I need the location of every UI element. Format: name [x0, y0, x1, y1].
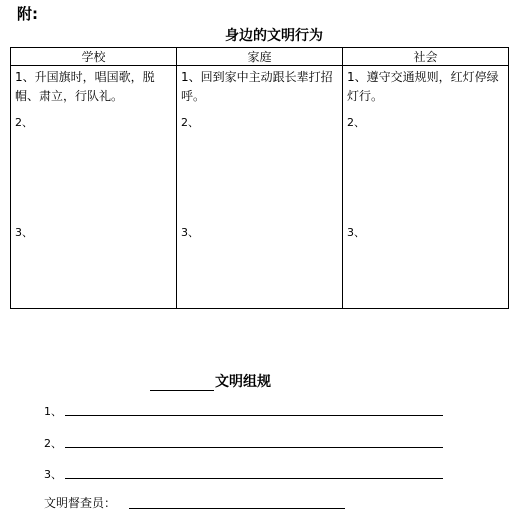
rule-number: 3、: [44, 468, 62, 481]
rule-blank[interactable]: [65, 415, 443, 416]
society-item-1: 1、遵守交通规则，红灯停绿灯行。: [347, 70, 499, 103]
rule-line-1: [44, 403, 62, 419]
column-header-school: 学校: [11, 48, 177, 66]
school-item-3: 3、: [15, 226, 33, 239]
society-item-3: 3、: [347, 226, 365, 239]
rule-line-2: [44, 435, 62, 451]
group-rules-title: [150, 371, 271, 391]
rule-number: 2、: [44, 437, 62, 450]
society-cell: [343, 66, 509, 309]
family-item-3: 3、: [181, 226, 199, 239]
family-item-1: 1、回到家中主动跟长辈打招呼。: [181, 70, 333, 103]
supervisor-blank[interactable]: [129, 508, 345, 509]
table-header-row: [11, 48, 509, 66]
table-row: [11, 66, 509, 309]
school-cell: [11, 66, 177, 309]
school-item-2: 2、: [15, 116, 33, 129]
behavior-table-title: 身边的文明行为: [225, 28, 323, 44]
family-cell: [177, 66, 343, 309]
supervisor-label: 文明督查员：: [44, 496, 117, 510]
column-header-family: 家庭: [177, 48, 343, 66]
group-name-blank[interactable]: [150, 376, 214, 391]
group-rules-title-text: 文明组规: [215, 374, 271, 390]
society-item-2: 2、: [347, 116, 365, 129]
rule-line-3: [44, 466, 62, 482]
rule-blank[interactable]: [65, 447, 443, 448]
column-header-society: 社会: [343, 48, 509, 66]
school-item-1: 1、升国旗时，唱国歌，脱帽、肃立，行队礼。: [15, 70, 155, 103]
attachment-label: 附:: [17, 5, 38, 23]
supervisor-row: [44, 494, 116, 511]
civilized-behavior-table: [10, 47, 509, 309]
rule-blank[interactable]: [65, 478, 443, 479]
family-item-2: 2、: [181, 116, 199, 129]
rule-number: 1、: [44, 405, 62, 418]
